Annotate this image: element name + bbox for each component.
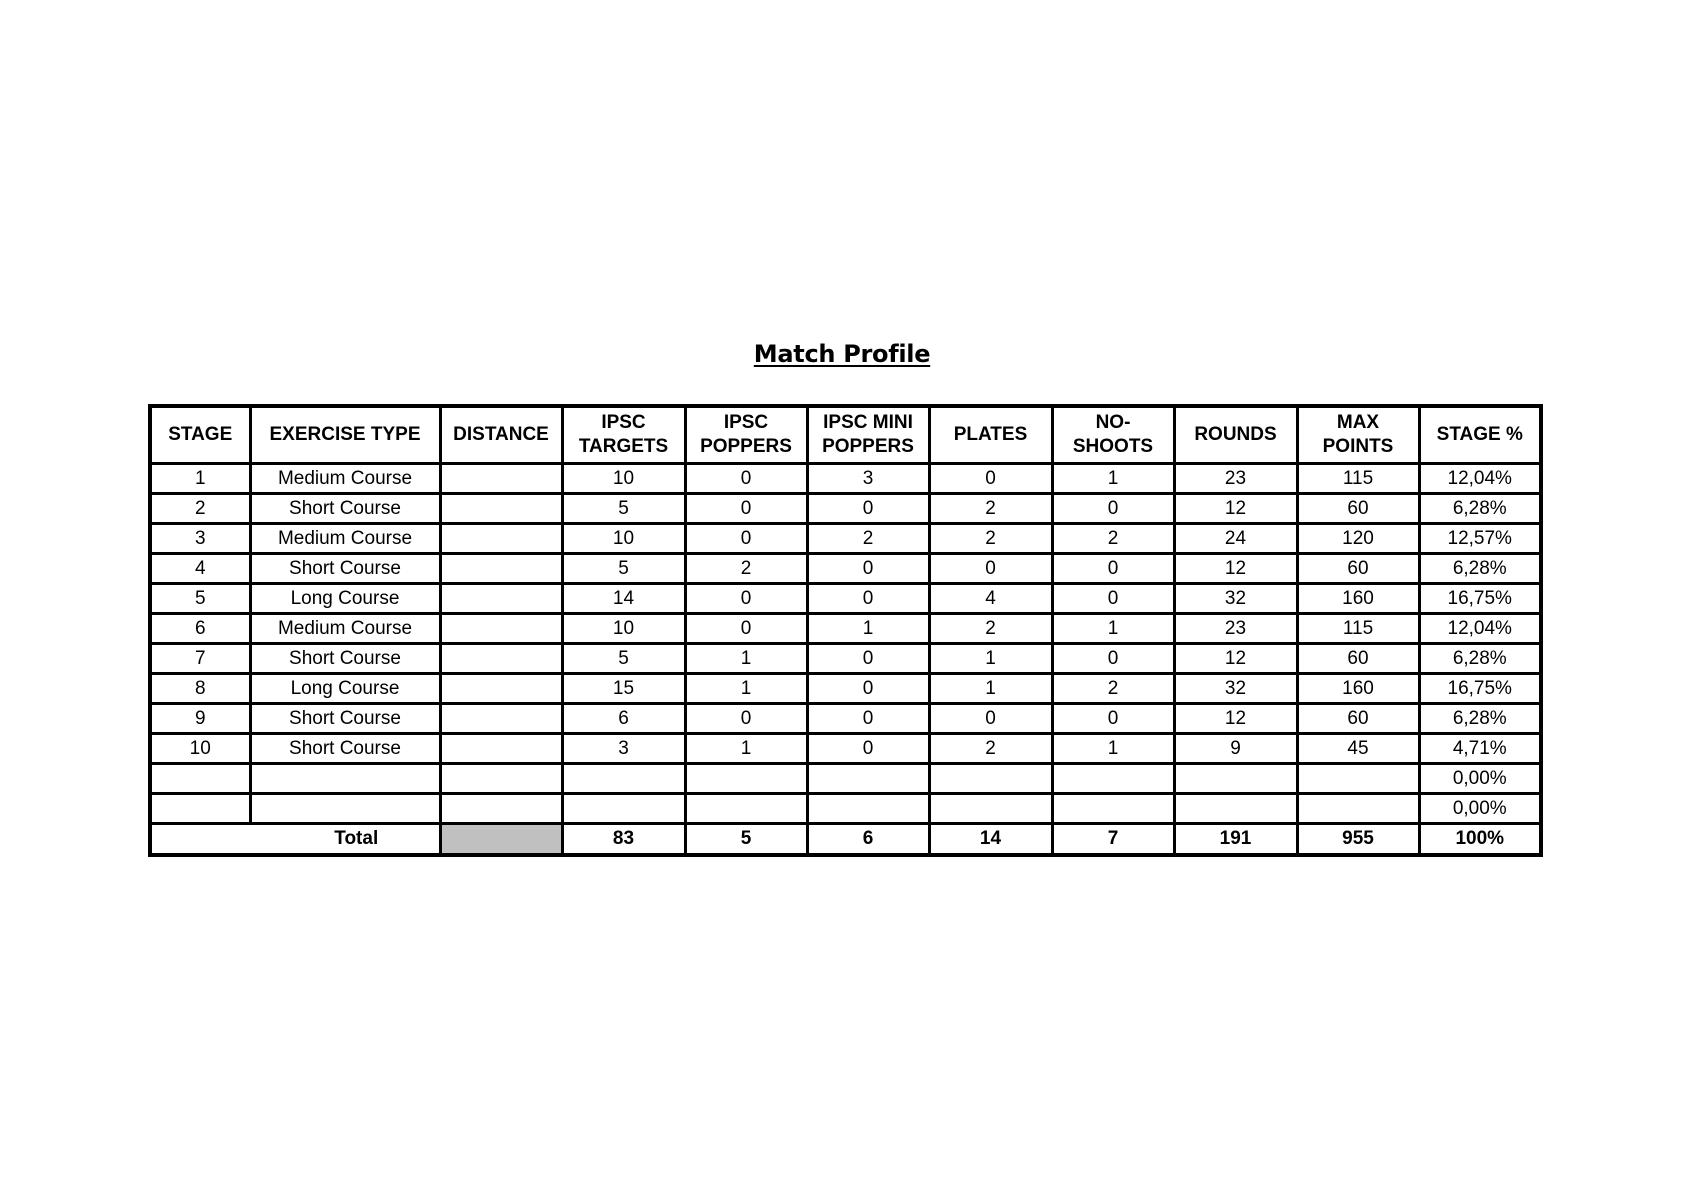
cell-plates: 2	[929, 494, 1052, 524]
total-plates: 14	[929, 824, 1052, 856]
cell-distance	[440, 644, 562, 674]
header-distance: DISTANCE	[440, 406, 562, 464]
cell-ipsc-targets: 10	[562, 464, 685, 494]
header-row	[150, 406, 1541, 464]
cell-ipsc-poppers: 0	[685, 614, 807, 644]
cell-stage-pct: 12,04%	[1419, 614, 1541, 644]
cell-stage-pct: 4,71%	[1419, 734, 1541, 764]
cell-rounds	[1174, 764, 1297, 794]
cell-plates	[929, 764, 1052, 794]
cell-ipsc-targets: 5	[562, 644, 685, 674]
cell-rounds: 32	[1174, 584, 1297, 614]
cell-exercise-type	[250, 794, 440, 824]
cell-rounds: 12	[1174, 644, 1297, 674]
table-row	[150, 734, 1541, 764]
cell-distance	[440, 704, 562, 734]
cell-stage-pct: 12,57%	[1419, 524, 1541, 554]
cell-ipsc-mini-poppers: 0	[807, 584, 929, 614]
total-stage-pct: 100%	[1419, 824, 1541, 856]
total-no-shoots: 7	[1052, 824, 1174, 856]
cell-no-shoots: 0	[1052, 554, 1174, 584]
cell-ipsc-poppers: 1	[685, 674, 807, 704]
cell-max-points: 160	[1297, 674, 1419, 704]
cell-stage: 5	[150, 584, 250, 614]
cell-stage-pct: 0,00%	[1419, 764, 1541, 794]
cell-ipsc-poppers: 2	[685, 554, 807, 584]
cell-ipsc-targets: 5	[562, 554, 685, 584]
cell-distance	[440, 614, 562, 644]
table-row	[150, 794, 1541, 824]
cell-exercise-type: Medium Course	[250, 524, 440, 554]
match-profile-table	[148, 404, 1543, 857]
cell-distance	[440, 554, 562, 584]
cell-exercise-type: Short Course	[250, 704, 440, 734]
cell-max-points: 45	[1297, 734, 1419, 764]
total-label-cell	[150, 824, 440, 856]
cell-plates: 2	[929, 524, 1052, 554]
cell-ipsc-targets: 10	[562, 524, 685, 554]
cell-ipsc-poppers: 0	[685, 524, 807, 554]
table-row	[150, 644, 1541, 674]
cell-ipsc-mini-poppers: 1	[807, 614, 929, 644]
total-rounds: 191	[1174, 824, 1297, 856]
cell-rounds: 24	[1174, 524, 1297, 554]
cell-rounds: 12	[1174, 494, 1297, 524]
cell-no-shoots	[1052, 764, 1174, 794]
total-targets: 83	[562, 824, 685, 856]
cell-stage: 10	[150, 734, 250, 764]
cell-exercise-type: Short Course	[250, 554, 440, 584]
cell-max-points: 60	[1297, 554, 1419, 584]
cell-stage-pct: 16,75%	[1419, 584, 1541, 614]
cell-stage: 8	[150, 674, 250, 704]
cell-exercise-type: Medium Course	[250, 464, 440, 494]
cell-ipsc-mini-poppers: 0	[807, 494, 929, 524]
header-ipsc-mini-poppers: IPSC MINI POPPERS	[807, 406, 929, 464]
cell-no-shoots: 0	[1052, 644, 1174, 674]
cell-exercise-type: Medium Course	[250, 614, 440, 644]
cell-ipsc-poppers	[685, 794, 807, 824]
total-distance-cell	[440, 824, 562, 856]
cell-distance	[440, 794, 562, 824]
cell-stage: 4	[150, 554, 250, 584]
cell-max-points: 115	[1297, 464, 1419, 494]
cell-distance	[440, 764, 562, 794]
cell-max-points: 160	[1297, 584, 1419, 614]
cell-exercise-type: Short Course	[250, 494, 440, 524]
cell-stage: 6	[150, 614, 250, 644]
cell-exercise-type: Long Course	[250, 674, 440, 704]
cell-plates: 2	[929, 614, 1052, 644]
cell-ipsc-targets: 10	[562, 614, 685, 644]
cell-no-shoots: 0	[1052, 704, 1174, 734]
cell-distance	[440, 464, 562, 494]
cell-max-points: 115	[1297, 614, 1419, 644]
cell-ipsc-poppers: 1	[685, 734, 807, 764]
cell-ipsc-mini-poppers: 3	[807, 464, 929, 494]
cell-ipsc-poppers: 0	[685, 494, 807, 524]
total-mini-poppers: 6	[807, 824, 929, 856]
cell-plates: 0	[929, 464, 1052, 494]
cell-stage-pct: 6,28%	[1419, 644, 1541, 674]
cell-ipsc-poppers: 1	[685, 644, 807, 674]
cell-ipsc-poppers: 0	[685, 584, 807, 614]
cell-distance	[440, 734, 562, 764]
cell-plates: 0	[929, 554, 1052, 584]
page-title: Match Profile	[753, 340, 931, 368]
header-max-points: MAX POINTS	[1297, 406, 1419, 464]
cell-ipsc-targets: 6	[562, 704, 685, 734]
cell-max-points: 60	[1297, 704, 1419, 734]
header-ipsc-targets: IPSC TARGETS	[562, 406, 685, 464]
cell-rounds: 23	[1174, 614, 1297, 644]
cell-exercise-type: Long Course	[250, 584, 440, 614]
header-no-shoots: NO- SHOOTS	[1052, 406, 1174, 464]
cell-exercise-type: Short Course	[250, 734, 440, 764]
header-ipsc-poppers: IPSC POPPERS	[685, 406, 807, 464]
cell-stage	[150, 794, 250, 824]
cell-rounds: 12	[1174, 704, 1297, 734]
table-row	[150, 704, 1541, 734]
cell-rounds: 9	[1174, 734, 1297, 764]
table-row	[150, 464, 1541, 494]
table-body	[150, 464, 1541, 824]
cell-ipsc-mini-poppers: 2	[807, 524, 929, 554]
cell-plates: 0	[929, 704, 1052, 734]
cell-rounds	[1174, 794, 1297, 824]
cell-ipsc-targets: 3	[562, 734, 685, 764]
cell-plates: 2	[929, 734, 1052, 764]
cell-no-shoots: 2	[1052, 674, 1174, 704]
cell-ipsc-mini-poppers: 0	[807, 734, 929, 764]
cell-stage: 2	[150, 494, 250, 524]
cell-plates	[929, 794, 1052, 824]
table-row	[150, 614, 1541, 644]
cell-distance	[440, 524, 562, 554]
cell-no-shoots: 1	[1052, 614, 1174, 644]
cell-stage-pct: 6,28%	[1419, 494, 1541, 524]
table-row	[150, 494, 1541, 524]
cell-ipsc-poppers: 0	[685, 704, 807, 734]
cell-ipsc-targets	[562, 764, 685, 794]
table-row	[150, 524, 1541, 554]
cell-ipsc-targets: 5	[562, 494, 685, 524]
total-poppers: 5	[685, 824, 807, 856]
cell-no-shoots: 1	[1052, 734, 1174, 764]
cell-stage-pct: 6,28%	[1419, 554, 1541, 584]
header-rounds: ROUNDS	[1174, 406, 1297, 464]
cell-ipsc-poppers	[685, 764, 807, 794]
cell-rounds: 12	[1174, 554, 1297, 584]
total-label: Total	[334, 828, 379, 849]
cell-exercise-type: Short Course	[250, 644, 440, 674]
header-stage-pct: STAGE %	[1419, 406, 1541, 464]
cell-stage	[150, 764, 250, 794]
cell-stage-pct: 0,00%	[1419, 794, 1541, 824]
cell-stage: 1	[150, 464, 250, 494]
cell-stage-pct: 16,75%	[1419, 674, 1541, 704]
cell-max-points	[1297, 794, 1419, 824]
cell-no-shoots: 1	[1052, 464, 1174, 494]
cell-stage: 7	[150, 644, 250, 674]
cell-no-shoots: 2	[1052, 524, 1174, 554]
cell-max-points: 120	[1297, 524, 1419, 554]
table-row	[150, 674, 1541, 704]
cell-ipsc-mini-poppers: 0	[807, 644, 929, 674]
cell-ipsc-mini-poppers: 0	[807, 674, 929, 704]
cell-ipsc-targets	[562, 794, 685, 824]
table-row	[150, 554, 1541, 584]
cell-distance	[440, 674, 562, 704]
cell-no-shoots: 0	[1052, 584, 1174, 614]
cell-ipsc-targets: 14	[562, 584, 685, 614]
cell-plates: 4	[929, 584, 1052, 614]
cell-max-points: 60	[1297, 644, 1419, 674]
cell-distance	[440, 584, 562, 614]
cell-stage-pct: 6,28%	[1419, 704, 1541, 734]
cell-ipsc-poppers: 0	[685, 464, 807, 494]
cell-max-points: 60	[1297, 494, 1419, 524]
cell-no-shoots: 0	[1052, 494, 1174, 524]
cell-ipsc-mini-poppers: 0	[807, 704, 929, 734]
cell-plates: 1	[929, 644, 1052, 674]
cell-rounds: 23	[1174, 464, 1297, 494]
header-exercise-type: EXERCISE TYPE	[250, 406, 440, 464]
cell-no-shoots	[1052, 794, 1174, 824]
cell-max-points	[1297, 764, 1419, 794]
cell-ipsc-mini-poppers	[807, 794, 929, 824]
header-stage: STAGE	[150, 406, 250, 464]
table-row	[150, 584, 1541, 614]
cell-plates: 1	[929, 674, 1052, 704]
cell-ipsc-targets: 15	[562, 674, 685, 704]
total-max-points: 955	[1297, 824, 1419, 856]
header-plates: PLATES	[929, 406, 1052, 464]
cell-stage: 9	[150, 704, 250, 734]
total-row	[150, 824, 1541, 856]
cell-stage-pct: 12,04%	[1419, 464, 1541, 494]
cell-ipsc-mini-poppers: 0	[807, 554, 929, 584]
cell-exercise-type	[250, 764, 440, 794]
table-row	[150, 764, 1541, 794]
cell-ipsc-mini-poppers	[807, 764, 929, 794]
cell-rounds: 32	[1174, 674, 1297, 704]
cell-distance	[440, 494, 562, 524]
cell-stage: 3	[150, 524, 250, 554]
